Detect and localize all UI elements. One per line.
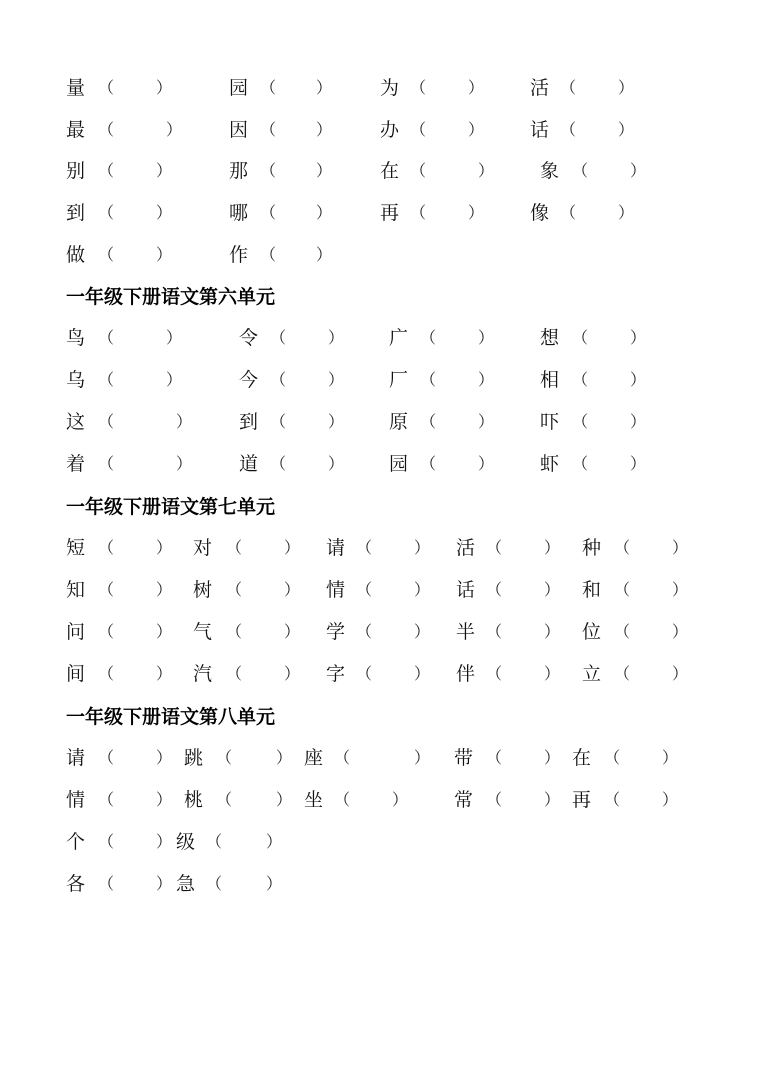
answer-blank[interactable] xyxy=(588,156,630,186)
close-paren: ） xyxy=(478,328,495,347)
open-paren: （ xyxy=(206,874,223,893)
open-paren: （ xyxy=(270,412,287,431)
character: 汽 xyxy=(193,663,213,685)
character: 园 xyxy=(389,453,409,475)
close-paren: ） xyxy=(316,161,333,180)
word-blank-item xyxy=(0,323,780,353)
close-paren: ） xyxy=(156,622,173,641)
open-paren: （ xyxy=(486,664,503,683)
word-blank-item xyxy=(0,659,780,689)
open-paren: （ xyxy=(98,874,115,893)
open-paren: （ xyxy=(226,664,243,683)
character-row xyxy=(0,449,780,479)
word-blank-item xyxy=(0,617,780,647)
open-paren: （ xyxy=(98,832,115,851)
character: 急 xyxy=(176,873,196,895)
open-paren: （ xyxy=(420,412,437,431)
answer-blank[interactable] xyxy=(276,240,316,270)
character: 活 xyxy=(530,77,550,99)
close-paren: ） xyxy=(544,790,561,809)
open-paren: （ xyxy=(410,203,427,222)
word-blank-item xyxy=(0,449,780,479)
open-paren: （ xyxy=(98,412,115,431)
character: 到 xyxy=(239,411,259,433)
close-paren: ） xyxy=(630,370,647,389)
close-paren: ） xyxy=(672,538,689,557)
character: 请 xyxy=(66,747,86,769)
character: 那 xyxy=(229,160,249,182)
close-paren: ） xyxy=(478,412,495,431)
close-paren: ） xyxy=(478,161,495,180)
answer-blank[interactable] xyxy=(588,323,630,353)
close-paren: ） xyxy=(618,78,635,97)
close-paren: ） xyxy=(284,664,301,683)
word-blank-item xyxy=(0,240,780,270)
close-paren: ） xyxy=(672,580,689,599)
character: 园 xyxy=(229,77,249,99)
answer-blank[interactable] xyxy=(630,659,672,689)
open-paren: （ xyxy=(486,580,503,599)
close-paren: ） xyxy=(316,78,333,97)
close-paren: ） xyxy=(630,454,647,473)
character: 别 xyxy=(66,160,86,182)
character-row xyxy=(0,533,780,563)
character: 量 xyxy=(66,77,86,99)
word-blank-item xyxy=(0,827,780,857)
close-paren: ） xyxy=(630,412,647,431)
close-paren: ） xyxy=(316,120,333,139)
open-paren: （ xyxy=(216,748,233,767)
close-paren: ） xyxy=(468,120,485,139)
character: 鸟 xyxy=(66,327,86,349)
character: 情 xyxy=(66,789,86,811)
close-paren: ） xyxy=(284,538,301,557)
open-paren: （ xyxy=(98,370,115,389)
open-paren: （ xyxy=(226,622,243,641)
close-paren: ） xyxy=(414,664,431,683)
character: 今 xyxy=(239,369,259,391)
character: 坐 xyxy=(304,789,324,811)
open-paren: （ xyxy=(98,120,115,139)
character: 级 xyxy=(176,831,196,853)
section-heading-3: 一年级下册语文第八单元 xyxy=(66,706,276,728)
character-row xyxy=(0,198,780,228)
open-paren: （ xyxy=(410,120,427,139)
close-paren: ） xyxy=(328,454,345,473)
open-paren: （ xyxy=(614,580,631,599)
close-paren: ） xyxy=(672,622,689,641)
open-paren: （ xyxy=(260,245,277,264)
open-paren: （ xyxy=(98,580,115,599)
close-paren: ） xyxy=(414,580,431,599)
open-paren: （ xyxy=(420,328,437,347)
open-paren: （ xyxy=(614,538,631,557)
close-paren: ） xyxy=(414,538,431,557)
open-paren: （ xyxy=(560,78,577,97)
answer-blank[interactable] xyxy=(588,365,630,395)
character: 哪 xyxy=(229,202,249,224)
character: 问 xyxy=(66,621,86,643)
close-paren: ） xyxy=(156,832,173,851)
character: 半 xyxy=(456,621,476,643)
close-paren: ） xyxy=(662,790,679,809)
character: 话 xyxy=(456,579,476,601)
section-heading-1: 一年级下册语文第六单元 xyxy=(66,286,276,308)
character: 乌 xyxy=(66,369,86,391)
answer-blank[interactable] xyxy=(588,449,630,479)
open-paren: （ xyxy=(356,580,373,599)
close-paren: ） xyxy=(284,622,301,641)
open-paren: （ xyxy=(98,161,115,180)
character: 相 xyxy=(540,369,560,391)
character: 种 xyxy=(582,537,602,559)
open-paren: （ xyxy=(572,161,589,180)
answer-blank[interactable] xyxy=(620,785,662,815)
character-row xyxy=(0,869,780,899)
character: 在 xyxy=(572,747,592,769)
open-paren: （ xyxy=(98,78,115,97)
open-paren: （ xyxy=(560,120,577,139)
character-row xyxy=(0,407,780,437)
character: 座 xyxy=(304,747,324,769)
character: 活 xyxy=(456,537,476,559)
character: 各 xyxy=(66,873,86,895)
open-paren: （ xyxy=(614,622,631,641)
close-paren: ） xyxy=(662,748,679,767)
close-paren: ） xyxy=(166,120,183,139)
close-paren: ） xyxy=(544,580,561,599)
character: 令 xyxy=(239,327,259,349)
open-paren: （ xyxy=(614,664,631,683)
close-paren: ） xyxy=(156,874,173,893)
character: 再 xyxy=(572,789,592,811)
close-paren: ） xyxy=(316,245,333,264)
character: 最 xyxy=(66,119,86,141)
character: 为 xyxy=(380,77,400,99)
open-paren: （ xyxy=(260,203,277,222)
close-paren: ） xyxy=(316,203,333,222)
close-paren: ） xyxy=(266,832,283,851)
character: 学 xyxy=(326,621,346,643)
open-paren: （ xyxy=(604,748,621,767)
word-blank-item xyxy=(0,365,780,395)
character: 情 xyxy=(326,579,346,601)
character: 在 xyxy=(380,160,400,182)
character: 办 xyxy=(380,119,400,141)
character: 知 xyxy=(66,579,86,601)
character-row xyxy=(0,617,780,647)
close-paren: ） xyxy=(176,454,193,473)
word-blank-item xyxy=(0,73,780,103)
character: 气 xyxy=(193,621,213,643)
character: 想 xyxy=(540,327,560,349)
word-blank-item xyxy=(0,407,780,437)
character: 话 xyxy=(530,119,550,141)
word-blank-item xyxy=(0,533,780,563)
answer-blank[interactable] xyxy=(630,617,672,647)
close-paren: ） xyxy=(478,454,495,473)
open-paren: （ xyxy=(486,622,503,641)
close-paren: ） xyxy=(468,78,485,97)
open-paren: （ xyxy=(98,790,115,809)
answer-blank[interactable] xyxy=(630,533,672,563)
open-paren: （ xyxy=(260,161,277,180)
character-row xyxy=(0,827,780,857)
character: 这 xyxy=(66,411,86,433)
character: 位 xyxy=(582,621,602,643)
character: 短 xyxy=(66,537,86,559)
close-paren: ） xyxy=(544,664,561,683)
close-paren: ） xyxy=(468,203,485,222)
open-paren: （ xyxy=(410,78,427,97)
character: 厂 xyxy=(389,369,409,391)
answer-blank[interactable] xyxy=(630,575,672,605)
character: 和 xyxy=(582,579,602,601)
close-paren: ） xyxy=(478,370,495,389)
character: 因 xyxy=(229,119,249,141)
character: 着 xyxy=(66,453,86,475)
character: 伴 xyxy=(456,663,476,685)
close-paren: ） xyxy=(156,245,173,264)
open-paren: （ xyxy=(206,832,223,851)
open-paren: （ xyxy=(334,790,351,809)
section-heading-2: 一年级下册语文第七单元 xyxy=(66,496,276,518)
character-row xyxy=(0,73,780,103)
open-paren: （ xyxy=(356,664,373,683)
open-paren: （ xyxy=(334,748,351,767)
close-paren: ） xyxy=(156,203,173,222)
open-paren: （ xyxy=(98,538,115,557)
character-row xyxy=(0,575,780,605)
word-blank-item xyxy=(0,743,780,773)
character: 带 xyxy=(454,747,474,769)
close-paren: ） xyxy=(544,538,561,557)
open-paren: （ xyxy=(98,748,115,767)
character-row xyxy=(0,240,780,270)
open-paren: （ xyxy=(98,454,115,473)
answer-blank[interactable] xyxy=(576,73,618,103)
answer-blank[interactable] xyxy=(222,827,266,857)
open-paren: （ xyxy=(226,538,243,557)
character: 个 xyxy=(66,831,86,853)
close-paren: ） xyxy=(618,203,635,222)
close-paren: ） xyxy=(284,580,301,599)
open-paren: （ xyxy=(98,328,115,347)
character: 字 xyxy=(326,663,346,685)
character: 作 xyxy=(229,244,249,266)
open-paren: （ xyxy=(260,120,277,139)
character: 吓 xyxy=(540,411,560,433)
character: 间 xyxy=(66,663,86,685)
open-paren: （ xyxy=(572,412,589,431)
word-blank-item xyxy=(0,156,780,186)
close-paren: ） xyxy=(328,370,345,389)
character: 再 xyxy=(380,202,400,224)
character-row xyxy=(0,365,780,395)
character-row xyxy=(0,785,780,815)
character: 对 xyxy=(193,537,213,559)
open-paren: （ xyxy=(486,748,503,767)
open-paren: （ xyxy=(270,454,287,473)
close-paren: ） xyxy=(414,622,431,641)
open-paren: （ xyxy=(98,203,115,222)
character: 原 xyxy=(389,411,409,433)
close-paren: ） xyxy=(156,161,173,180)
open-paren: （ xyxy=(420,454,437,473)
character-row xyxy=(0,659,780,689)
open-paren: （ xyxy=(270,370,287,389)
close-paren: ） xyxy=(328,328,345,347)
answer-blank[interactable] xyxy=(576,115,618,145)
close-paren: ） xyxy=(618,120,635,139)
answer-blank[interactable] xyxy=(222,869,266,899)
open-paren: （ xyxy=(486,538,503,557)
open-paren: （ xyxy=(604,790,621,809)
character: 象 xyxy=(540,160,560,182)
close-paren: ） xyxy=(328,412,345,431)
close-paren: ） xyxy=(414,748,431,767)
close-paren: ） xyxy=(544,748,561,767)
character: 桃 xyxy=(184,789,204,811)
close-paren: ） xyxy=(392,790,409,809)
open-paren: （ xyxy=(420,370,437,389)
close-paren: ） xyxy=(544,622,561,641)
word-blank-item xyxy=(0,869,780,899)
close-paren: ） xyxy=(156,78,173,97)
close-paren: ） xyxy=(630,328,647,347)
open-paren: （ xyxy=(356,538,373,557)
answer-blank[interactable] xyxy=(588,407,630,437)
close-paren: ） xyxy=(266,874,283,893)
open-paren: （ xyxy=(572,328,589,347)
character: 树 xyxy=(193,579,213,601)
character: 立 xyxy=(582,663,602,685)
open-paren: （ xyxy=(226,580,243,599)
character-row xyxy=(0,743,780,773)
open-paren: （ xyxy=(486,790,503,809)
character: 虾 xyxy=(540,453,560,475)
close-paren: ） xyxy=(672,664,689,683)
character-row xyxy=(0,323,780,353)
open-paren: （ xyxy=(410,161,427,180)
close-paren: ） xyxy=(156,664,173,683)
open-paren: （ xyxy=(356,622,373,641)
word-blank-item xyxy=(0,575,780,605)
character-row xyxy=(0,156,780,186)
answer-blank[interactable] xyxy=(576,198,618,228)
close-paren: ） xyxy=(166,370,183,389)
close-paren: ） xyxy=(156,790,173,809)
word-blank-item xyxy=(0,785,780,815)
word-blank-item xyxy=(0,115,780,145)
open-paren: （ xyxy=(98,245,115,264)
character: 请 xyxy=(326,537,346,559)
open-paren: （ xyxy=(560,203,577,222)
open-paren: （ xyxy=(572,370,589,389)
character: 跳 xyxy=(184,747,204,769)
close-paren: ） xyxy=(156,580,173,599)
character: 做 xyxy=(66,244,86,266)
open-paren: （ xyxy=(216,790,233,809)
character: 常 xyxy=(454,789,474,811)
open-paren: （ xyxy=(572,454,589,473)
open-paren: （ xyxy=(98,664,115,683)
close-paren: ） xyxy=(276,790,293,809)
close-paren: ） xyxy=(156,748,173,767)
open-paren: （ xyxy=(260,78,277,97)
word-blank-item xyxy=(0,198,780,228)
close-paren: ） xyxy=(156,538,173,557)
character: 广 xyxy=(389,327,409,349)
close-paren: ） xyxy=(166,328,183,347)
open-paren: （ xyxy=(98,622,115,641)
close-paren: ） xyxy=(276,748,293,767)
close-paren: ） xyxy=(176,412,193,431)
open-paren: （ xyxy=(270,328,287,347)
character: 像 xyxy=(530,202,550,224)
answer-blank[interactable] xyxy=(620,743,662,773)
close-paren: ） xyxy=(630,161,647,180)
character-row xyxy=(0,115,780,145)
character: 到 xyxy=(66,202,86,224)
character: 道 xyxy=(239,453,259,475)
